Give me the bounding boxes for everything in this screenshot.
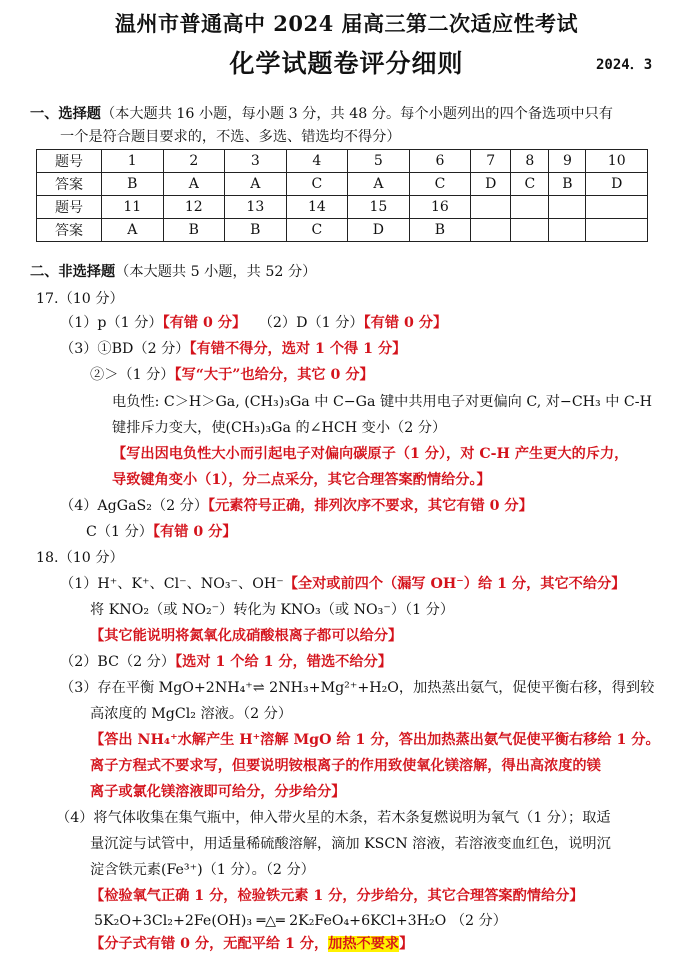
highlighted-note: 加热不要求 [328,936,400,952]
table-row [37,173,648,196]
table-cell: 11 [102,196,164,219]
row-label-question: 题号 [37,196,102,219]
section2-intro [30,262,316,282]
exam-date: 2024．3 [596,57,653,73]
table-row [37,219,648,242]
table-cell: B [225,219,287,242]
section2-desc: （本大题共 5 小题，共 52 分） [115,264,317,280]
document-subtitle: 化学试题卷评分细则 [229,49,464,78]
table-cell: A [163,173,225,196]
table-cell: D [586,173,648,196]
q17-rubric-4: 【写出因电负性大小而引起电子对偏向碳原子（1 分），对 C-H 产生更大的斥力， [112,446,629,462]
table-cell [511,219,549,242]
q17-line2 [60,339,406,359]
table-cell: 3 [225,150,287,173]
q17-answer-4: （4）AgGaS₂（2 分） [60,498,209,514]
q17-rubric-6: 【元素符号正确，排列次序不要求，其它有错 0 分】 [208,498,533,514]
q18-rubric-8-end: 】 [399,936,414,952]
row-label-answer: 答案 [37,173,102,196]
section1-intro [30,104,613,124]
table-cell: 12 [163,196,225,219]
table-cell: 13 [225,196,287,219]
q17-answer-2: （2）D（1 分） [258,315,364,331]
table-cell: A [225,173,287,196]
q18-line1 [60,574,625,594]
table-row [37,196,648,219]
q17-explanation-2: 键排斥力变大，使(CH₃)₃Ga 的∠HCH 变小（2 分） [112,420,447,436]
row-label-answer: 答案 [37,219,102,242]
table-cell: 1 [102,150,164,173]
table-cell: 8 [511,150,549,173]
q17-line3 [90,365,374,385]
table-cell: 2 [163,150,225,173]
q18-answer-2: （2）BC（2 分） [60,654,176,670]
q18-line15 [90,934,413,954]
q17-answer-1: （1）p（1 分） [60,315,163,331]
table-cell: B [549,173,586,196]
table-cell [471,219,511,242]
q17-answer-3a: （3）①BD（2 分） [60,341,190,357]
table-cell: 6 [409,150,471,173]
q18-rubric-3: 【选对 1 个给 1 分，错选不给分】 [175,654,392,670]
table-cell [549,196,586,219]
section2-heading: 二、非选择题 [30,264,116,280]
table-cell [471,196,511,219]
q18-line12: 淀含铁元素(Fe³⁺)（1 分）。（2 分） [90,862,315,878]
q17-explanation-1: 电负性: C＞H＞Ga, (CH₃)₃Ga 中 C−Ga 键中共用电子对更偏向 C, 对−CH₃ 中 C-H [112,394,652,410]
table-cell: D [348,219,410,242]
table-cell: A [348,173,410,196]
q17-rubric-2: 【有错 0 分】 [363,315,448,331]
section1-desc2: 一个是符合题目要求的，不选、多选、错选均不得分） [60,129,401,145]
table-cell: B [102,173,164,196]
q18-line2: 将 KNO₂（或 NO₂⁻）转化为 KNO₃（或 NO₃⁻）（1 分） [90,602,455,618]
row-label-question: 题号 [37,150,102,173]
table-cell: 4 [286,150,348,173]
table-cell [511,196,549,219]
q18-line5: （3）存在平衡 MgO+2NH₄⁺⇌ 2NH₃+Mg²⁺+H₂O，加热蒸出氨气，促使平衡右移，得到较 [60,680,655,696]
q18-rubric-8: 【分子式有错 0 分，无配平给 1 分， [90,936,329,952]
q18-rubric-4: 【答出 NH₄⁺水解产生 H⁺溶解 MgO 给 1 分，答出加热蒸出氨气促使平衡右移给 1 分。 [90,732,660,748]
section1-desc1: （本大题共 16 小题，每小题 3 分，共 48 分。每个小题列出的四个备选项中只有 [100,106,613,122]
q17-rubric-7: 【有错 0 分】 [152,524,237,540]
table-cell: 10 [586,150,648,173]
q17-rubric-1: 【有错 0 分】 [162,315,247,331]
table-cell: 15 [348,196,410,219]
table-cell: C [286,219,348,242]
q18-number: 18.（10 分） [36,550,124,566]
q17-answer-5: C（1 分） [86,524,153,540]
table-cell: 9 [549,150,586,173]
q17-number: 17.（10 分） [36,291,124,307]
q17-rubric-3b: 【写“大于”也给分，其它 0 分】 [174,367,374,383]
answer-table [36,149,648,242]
table-cell: 16 [409,196,471,219]
q18-line10: （4）将气体收集在集气瓶中，伸入带火星的木条，若木条复燃说明为氧气（1 分）；取适 [56,810,611,826]
q17-line1 [60,313,447,333]
q18-line4 [60,652,392,672]
table-cell: C [409,173,471,196]
table-row [37,150,648,173]
q18-equation: 5K₂O+3Cl₂+2Fe(OH)₃ ═△═ 2K₂FeO₄+6KCl+3H₂O （2 分） [94,913,507,929]
q18-line6: 高浓度的 MgCl₂ 溶液。（2 分） [90,706,293,722]
table-cell [586,219,648,242]
q18-rubric-2: 【其它能说明将氮氧化成硝酸根离子都可以给分】 [90,628,403,644]
table-cell: 14 [286,196,348,219]
table-cell: B [163,219,225,242]
table-cell: C [511,173,549,196]
q17-rubric-3a: 【有错不得分，选对 1 个得 1 分】 [189,341,407,357]
q18-rubric-5: 离子方程式不要求写，但要说明铵根离子的作用致使氧化镁溶解，得出高浓度的镁 [90,758,601,774]
table-cell: 7 [471,150,511,173]
q17-rubric-5: 导致键角变小（1），分二点采分，其它合理答案酌情给分。】 [112,472,491,488]
q18-line11: 量沉淀与试管中，用适量稀硫酸溶解，滴加 KSCN 溶液，若溶液变血红色，说明沉 [90,836,611,852]
table-cell [549,219,586,242]
table-cell: A [102,219,164,242]
q18-rubric-6: 离子或氯化镁溶液即可给分，分步给分】 [90,784,346,800]
section1-heading: 一、选择题 [30,106,101,122]
table-cell [586,196,648,219]
table-cell: D [471,173,511,196]
exam-title: 温州市普通高中 2024 届高三第二次适应性考试 [114,11,579,36]
q17-line8 [60,496,533,516]
q17-answer-3b: ②＞（1 分） [90,367,175,383]
q18-answer-1: （1）H⁺、K⁺、Cl⁻、NO₃⁻、OH⁻ [60,576,284,592]
table-cell: C [286,173,348,196]
q18-rubric-7: 【检验氧气正确 1 分，检验铁元素 1 分，分步给分，其它合理答案酌情给分】 [90,888,584,904]
table-cell: 5 [348,150,410,173]
table-cell: B [409,219,471,242]
q18-rubric-1: 【全对或前四个（漏写 OH⁻）给 1 分，其它不给分】 [283,576,626,592]
q17-line9 [86,522,237,542]
